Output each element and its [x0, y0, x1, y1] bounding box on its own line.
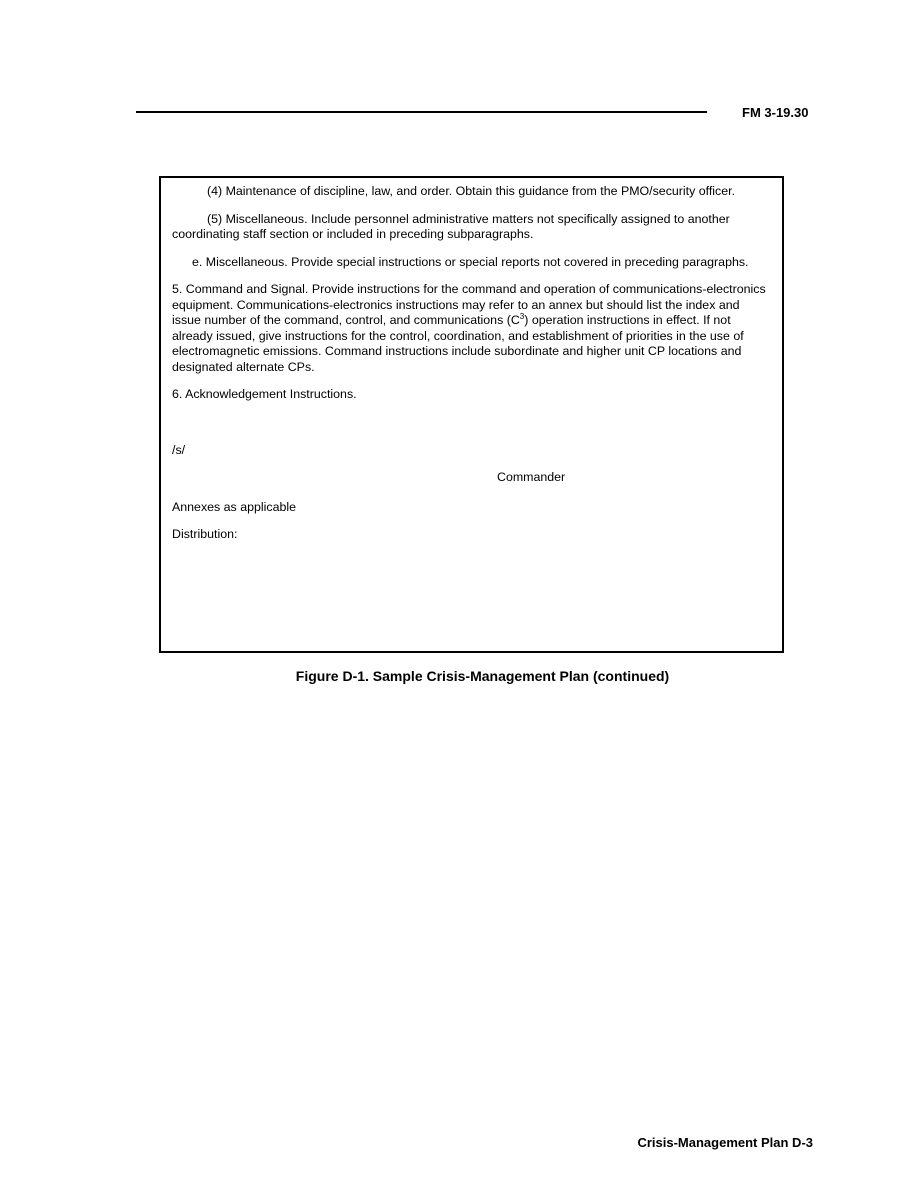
paragraph-5-command-and-signal [172, 282, 770, 375]
paragraph-5-superscript: 3 [519, 312, 525, 321]
annexes-line: Annexes as applicable [172, 499, 296, 514]
paragraph-4-5: (5) Miscellaneous. Include personnel administrative matters not specifically assigned to another coordinating staff section or included in preceding subparagraphs. [172, 211, 730, 241]
paragraph-5-text-b: ) operation instructions in effect. If not already issued, give instructions for the control, coordination, and establishment of priorities in the use of electromagnetic emissions. Command instructions include subordinate and higher unit CP locations and designated alternate CPs. [172, 313, 744, 374]
page-footer: Crisis-Management Plan D-3 [637, 1135, 813, 1150]
paragraph-5-text-a: 5. Command and Signal. Provide instructions for the command and operation of communications-electronics equipment. Communications-electronics instructions may refer to an annex but should list the index and issue number of the command, control, and communications (C [172, 282, 766, 327]
figure-caption: Figure D-1. Sample Crisis-Management Plan (continued) [295, 668, 670, 684]
header-rule [136, 111, 707, 113]
paragraph-6-acknowledgement: 6. Acknowledgement Instructions. [172, 387, 357, 401]
document-id: FM 3-19.30 [742, 105, 809, 120]
distribution-line: Distribution: [172, 527, 238, 541]
signature: /s/ [172, 442, 186, 457]
plan-box [159, 176, 784, 653]
paragraph-4-e: e. Miscellaneous. Provide special instructions or special reports not covered in preceding paragraphs. [192, 254, 749, 269]
commander-label: Commander [497, 470, 566, 484]
paragraph-4-4: (4) Maintenance of discipline, law, and order. Obtain this guidance from the PMO/security officer. [207, 184, 736, 198]
